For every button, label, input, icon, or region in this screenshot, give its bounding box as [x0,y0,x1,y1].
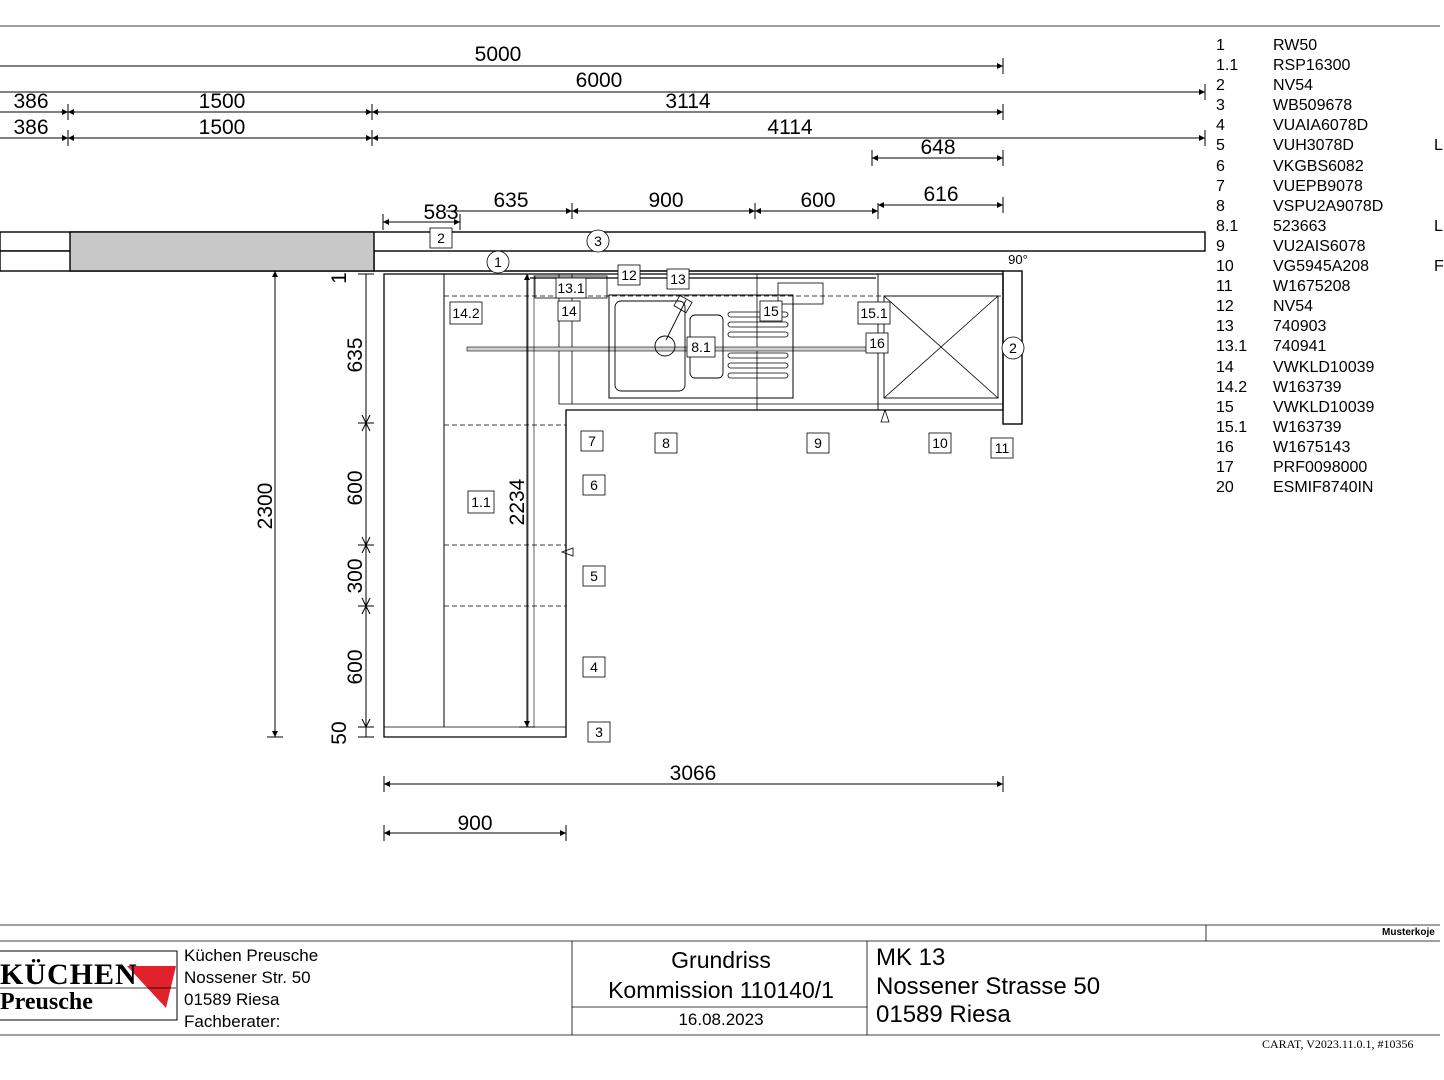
legend-num: 15.1 [1216,418,1248,436]
legend-code: RW50 [1273,37,1318,54]
legend-code: VWKLD10039 [1273,398,1375,416]
position-tag-label: 5 [590,568,598,584]
project-city: 01589 Riesa [876,1001,1011,1028]
legend-code: WB509678 [1273,97,1353,115]
legend-code: ESMIF8740IN [1273,479,1374,497]
legend-num: 4 [1216,117,1225,135]
position-tag-label: 4 [590,659,598,675]
legend-extra: L [1434,217,1443,235]
legend-code: VG5945A208 [1273,258,1370,276]
top-dimension-label: 3114 [665,90,711,113]
position-tag-circle [587,230,609,252]
position-tag-circle [487,251,509,273]
position-tag [583,475,605,495]
position-tag [929,433,951,453]
position-tag [558,301,580,321]
position-tag-label: 1 [494,254,502,270]
legend-num: 14.2 [1216,378,1248,396]
commission-number: Kommission 110140/1 [608,977,834,1003]
legend-code: VU2AIS6078 [1273,237,1366,255]
legend-num: 20 [1216,479,1234,497]
side-dimension-label: 1 [328,272,351,284]
top-dimension-label: 386 [13,90,49,113]
side-dimension-label: 600 [344,649,367,685]
legend-num: 10 [1216,258,1234,276]
position-tag [581,431,603,451]
side-dimension-label: 300 [344,558,367,594]
position-tag [588,722,610,742]
upper-dimension-label: 600 [800,189,836,212]
top-dimension-label: 1500 [198,90,246,113]
legend-num: 12 [1216,298,1234,316]
software-version: CARAT, V2023.11.0.1, #10356 [1262,1037,1414,1051]
legend-num: 1.1 [1216,57,1239,75]
position-tag-label: 9 [814,435,822,451]
upper-dimension-label: 635 [493,189,529,212]
top-dimension-label: 4114 [767,116,813,139]
legend-num: 8.1 [1216,217,1239,235]
company-street: Nossener Str. 50 [184,968,311,987]
legend-code: RSP16300 [1273,57,1351,75]
position-tag [858,302,890,324]
upper-dimension-label: 583 [423,201,459,224]
position-tag [866,333,888,353]
position-tag-label: 6 [590,477,598,493]
position-tag-label: 11 [994,440,1010,456]
musterkoje-label: Musterkoje [1382,927,1435,938]
position-tag [807,433,829,453]
legend-code: VSPU2A9078D [1273,197,1384,215]
position-tag [556,278,586,298]
position-tag [583,566,605,586]
position-tag-label: 3 [595,724,603,740]
legend-code: VUAIA6078D [1273,117,1369,135]
upper-dimension-label: 900 [648,189,684,212]
legend-num: 6 [1216,157,1225,175]
legend-num: 3 [1216,97,1225,115]
legend-code: W163739 [1273,378,1342,396]
position-tag-label: 1.1 [471,494,491,510]
position-tag-label: 2 [1009,340,1017,356]
company-city: 01589 Riesa [184,990,280,1009]
legend-num: 11 [1216,278,1233,296]
position-tag-label: 15 [763,303,779,319]
position-tag-label: 10 [932,435,948,451]
project-address [876,944,1100,1030]
position-tag-label: 15.1 [860,305,888,321]
top-dimension-label: 6000 [575,69,623,92]
top-dimension-label: 648 [920,136,956,159]
company-address [184,945,318,1033]
legend-num: 15 [1216,398,1234,416]
position-tag-label: 12 [621,267,637,283]
legend-code: 740941 [1273,338,1327,356]
side-dimension-lines [267,271,535,737]
position-tag-label: 7 [588,433,596,449]
angle-label: 90° [1008,252,1028,267]
company-name: Küchen Preusche [184,946,319,965]
project-name: MK 13 [876,944,946,971]
legend-code: VKGBS6082 [1273,157,1364,175]
legend-num: 5 [1216,137,1225,155]
top-dimension-label: 5000 [474,43,522,66]
position-tag-label: 8 [662,435,670,451]
legend-num: 17 [1216,458,1234,476]
legend-num: 13.1 [1216,338,1248,356]
legend-code: VWKLD10039 [1273,358,1375,376]
room-height-label: 2300 [254,482,277,530]
bottom-dimension-label: 900 [457,812,493,835]
position-tag [687,337,715,357]
legend-code: VUH3078D [1273,137,1354,155]
position-tag-label: 13.1 [557,280,585,296]
position-tag-label: 8.1 [691,339,711,355]
legend-code: W163739 [1273,418,1342,436]
legend-code: 523663 [1273,217,1327,235]
legend-num: 13 [1216,318,1234,336]
position-tag-label: 14.2 [452,305,480,321]
position-tag-label: 14 [561,303,577,319]
position-tag [667,269,689,289]
drawing-date: 16.08.2023 [678,1010,764,1029]
upper-dimension-lines [383,197,1003,230]
position-tag [430,228,452,248]
side-dimension-label: 600 [344,470,367,506]
position-tag-circle [1002,337,1024,359]
position-tag-label: 3 [594,233,602,249]
position-tag [618,265,640,285]
side-dimension-label: 635 [344,337,367,373]
logo-line1: KÜCHEN [0,958,138,991]
legend-num: 7 [1216,177,1225,195]
legend-code: PRF0098000 [1273,458,1368,476]
position-tag-label: 13 [670,271,686,287]
drawing-title: Grundriss [671,947,771,973]
position-tag [583,657,605,677]
position-tag [450,302,482,324]
legend-code: NV54 [1273,77,1314,95]
position-tag-label: 16 [869,335,885,351]
position-tag [991,438,1013,458]
top-dimension-label: 386 [13,116,49,139]
legend-num: 16 [1216,438,1234,456]
legend-num: 8 [1216,197,1225,215]
cabinet-height-label: 2234 [506,478,529,526]
logo-line2: Preusche [0,989,93,1015]
position-tag [760,301,782,321]
legend-code: NV54 [1273,298,1314,316]
position-tag [468,491,494,513]
bottom-dimension-label: 3066 [669,762,717,785]
legend-extra: L [1434,137,1443,155]
top-dimension-label: 1500 [198,116,246,139]
drawing-title-block [574,945,868,1005]
position-tag-label: 2 [437,230,445,246]
side-dimension-label: 50 [328,721,351,745]
position-tag [655,433,677,453]
legend-code: W1675143 [1273,438,1351,456]
advisor-label: Fachberater: [184,1012,281,1031]
legend-num: 9 [1216,237,1225,255]
legend-num: 2 [1216,77,1225,95]
legend-extra: F [1434,258,1444,276]
legend-num: 1 [1216,37,1225,54]
upper-dimension-label: 616 [923,183,959,206]
legend-code: 740903 [1273,318,1327,336]
project-street: Nossener Strasse 50 [876,972,1101,1000]
legend-code: VUEPB9078 [1273,177,1363,195]
legend-num: 14 [1216,358,1234,376]
legend-code: W1675208 [1273,278,1351,296]
